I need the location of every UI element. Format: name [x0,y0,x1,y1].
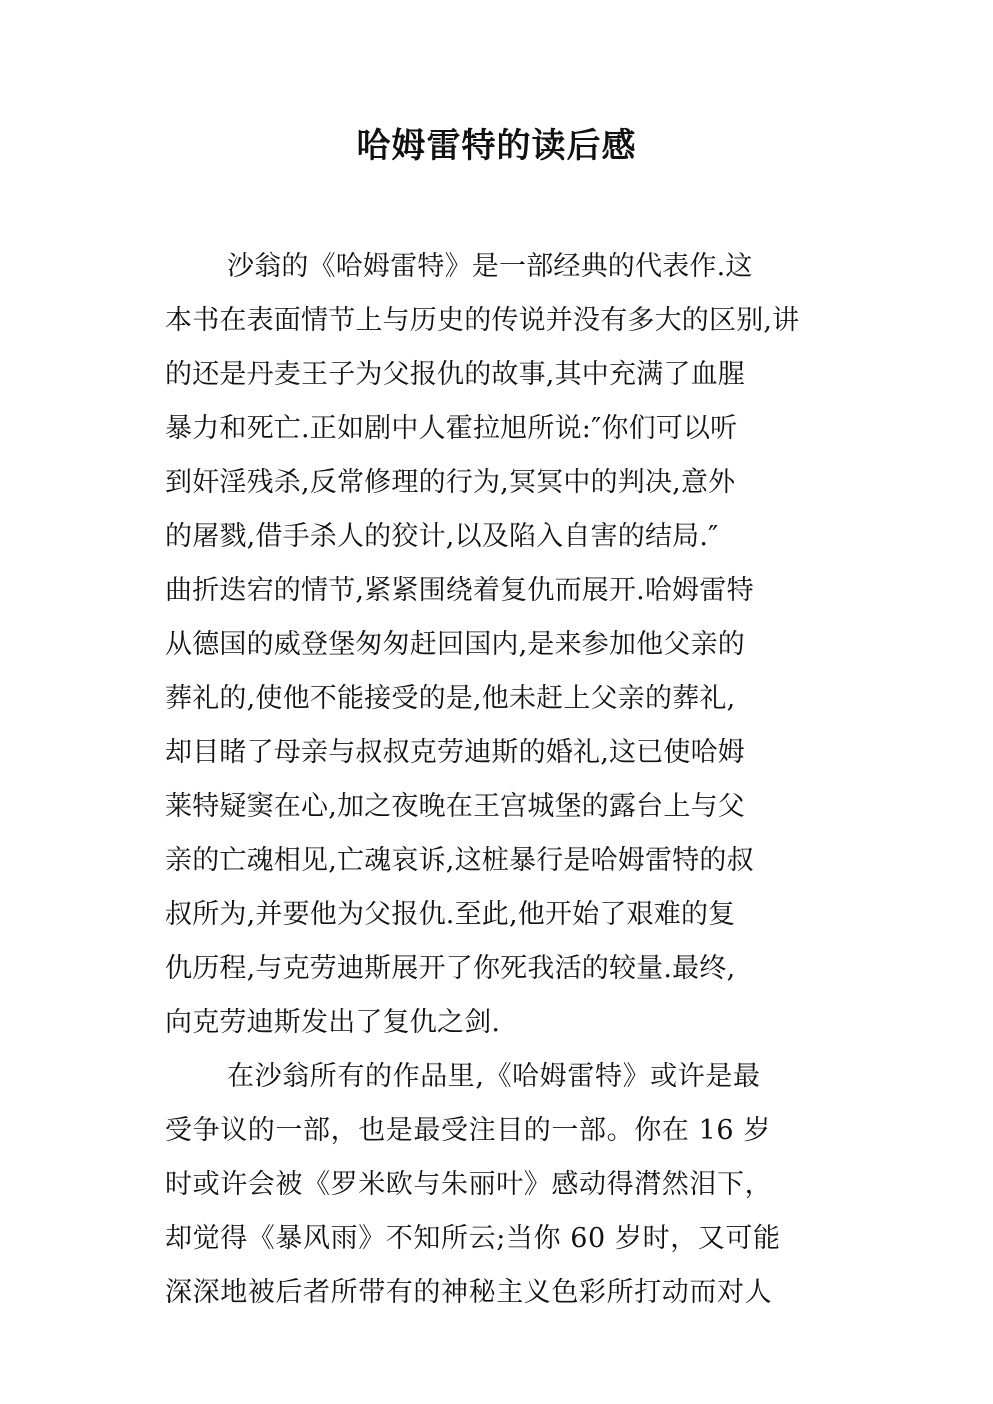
text-line: 本书在表面情节上与历史的传说并没有多大的区别,讲 [165,305,800,336]
text-line: 曲折迭宕的情节,紧紧围绕着复仇而展开.哈姆雷特 [165,575,754,606]
text-line: 亲的亡魂相见,亡魂哀诉,这桩暴行是哈姆雷特的叔 [165,845,754,876]
document-body [165,240,885,1320]
text-line: 却目睹了母亲与叔叔克劳迪斯的婚礼,这已使哈姆 [165,737,745,768]
text-line: 向克劳迪斯发出了复仇之剑. [165,1007,501,1038]
text-line: 受争议的一部，也是最受注目的一部。你在 16 岁 [165,1115,771,1146]
text-line: 仇历程,与克劳迪斯展开了你死我活的较量.最终, [165,953,736,984]
text-line: 的屠戮,借手杀人的狡计,以及陷入自害的结局.″ [165,521,719,552]
text-line: 从德国的威登堡匆匆赶回国内,是来参加他父亲的 [165,629,745,660]
text-line: 时或许会被《罗米欧与朱丽叶》感动得潸然泪下， [165,1169,773,1200]
text-line: 却觉得《暴风雨》不知所云;当你 60 岁时，又可能 [165,1223,781,1254]
text-line: 葬礼的,使他不能接受的是,他未赶上父亲的葬礼, [165,683,736,714]
paragraph-1 [165,240,885,1050]
text-line: 叔所为,并要他为父报仇.至此,他开始了艰难的复 [165,899,736,930]
text-line: 沙翁的《哈姆雷特》是一部经典的代表作.这 [227,251,753,282]
paragraph-2 [165,1050,885,1320]
text-line: 到奸淫残杀,反常修理的行为,冥冥中的判决,意外 [165,467,736,498]
text-line: 莱特疑窦在心,加之夜晚在王宫城堡的露台上与父 [165,791,745,822]
text-line: 的还是丹麦王子为父报仇的故事,其中充满了血腥 [165,359,745,390]
text-line: 暴力和死亡.正如剧中人霍拉旭所说:″你们可以听 [165,413,738,444]
text-line: 在沙翁所有的作品里,《哈姆雷特》或许是最 [227,1061,761,1092]
text-line: 深深地被后者所带有的神秘主义色彩所打动而对人 [165,1277,773,1308]
page-title: 哈姆雷特的读后感 [356,126,637,166]
